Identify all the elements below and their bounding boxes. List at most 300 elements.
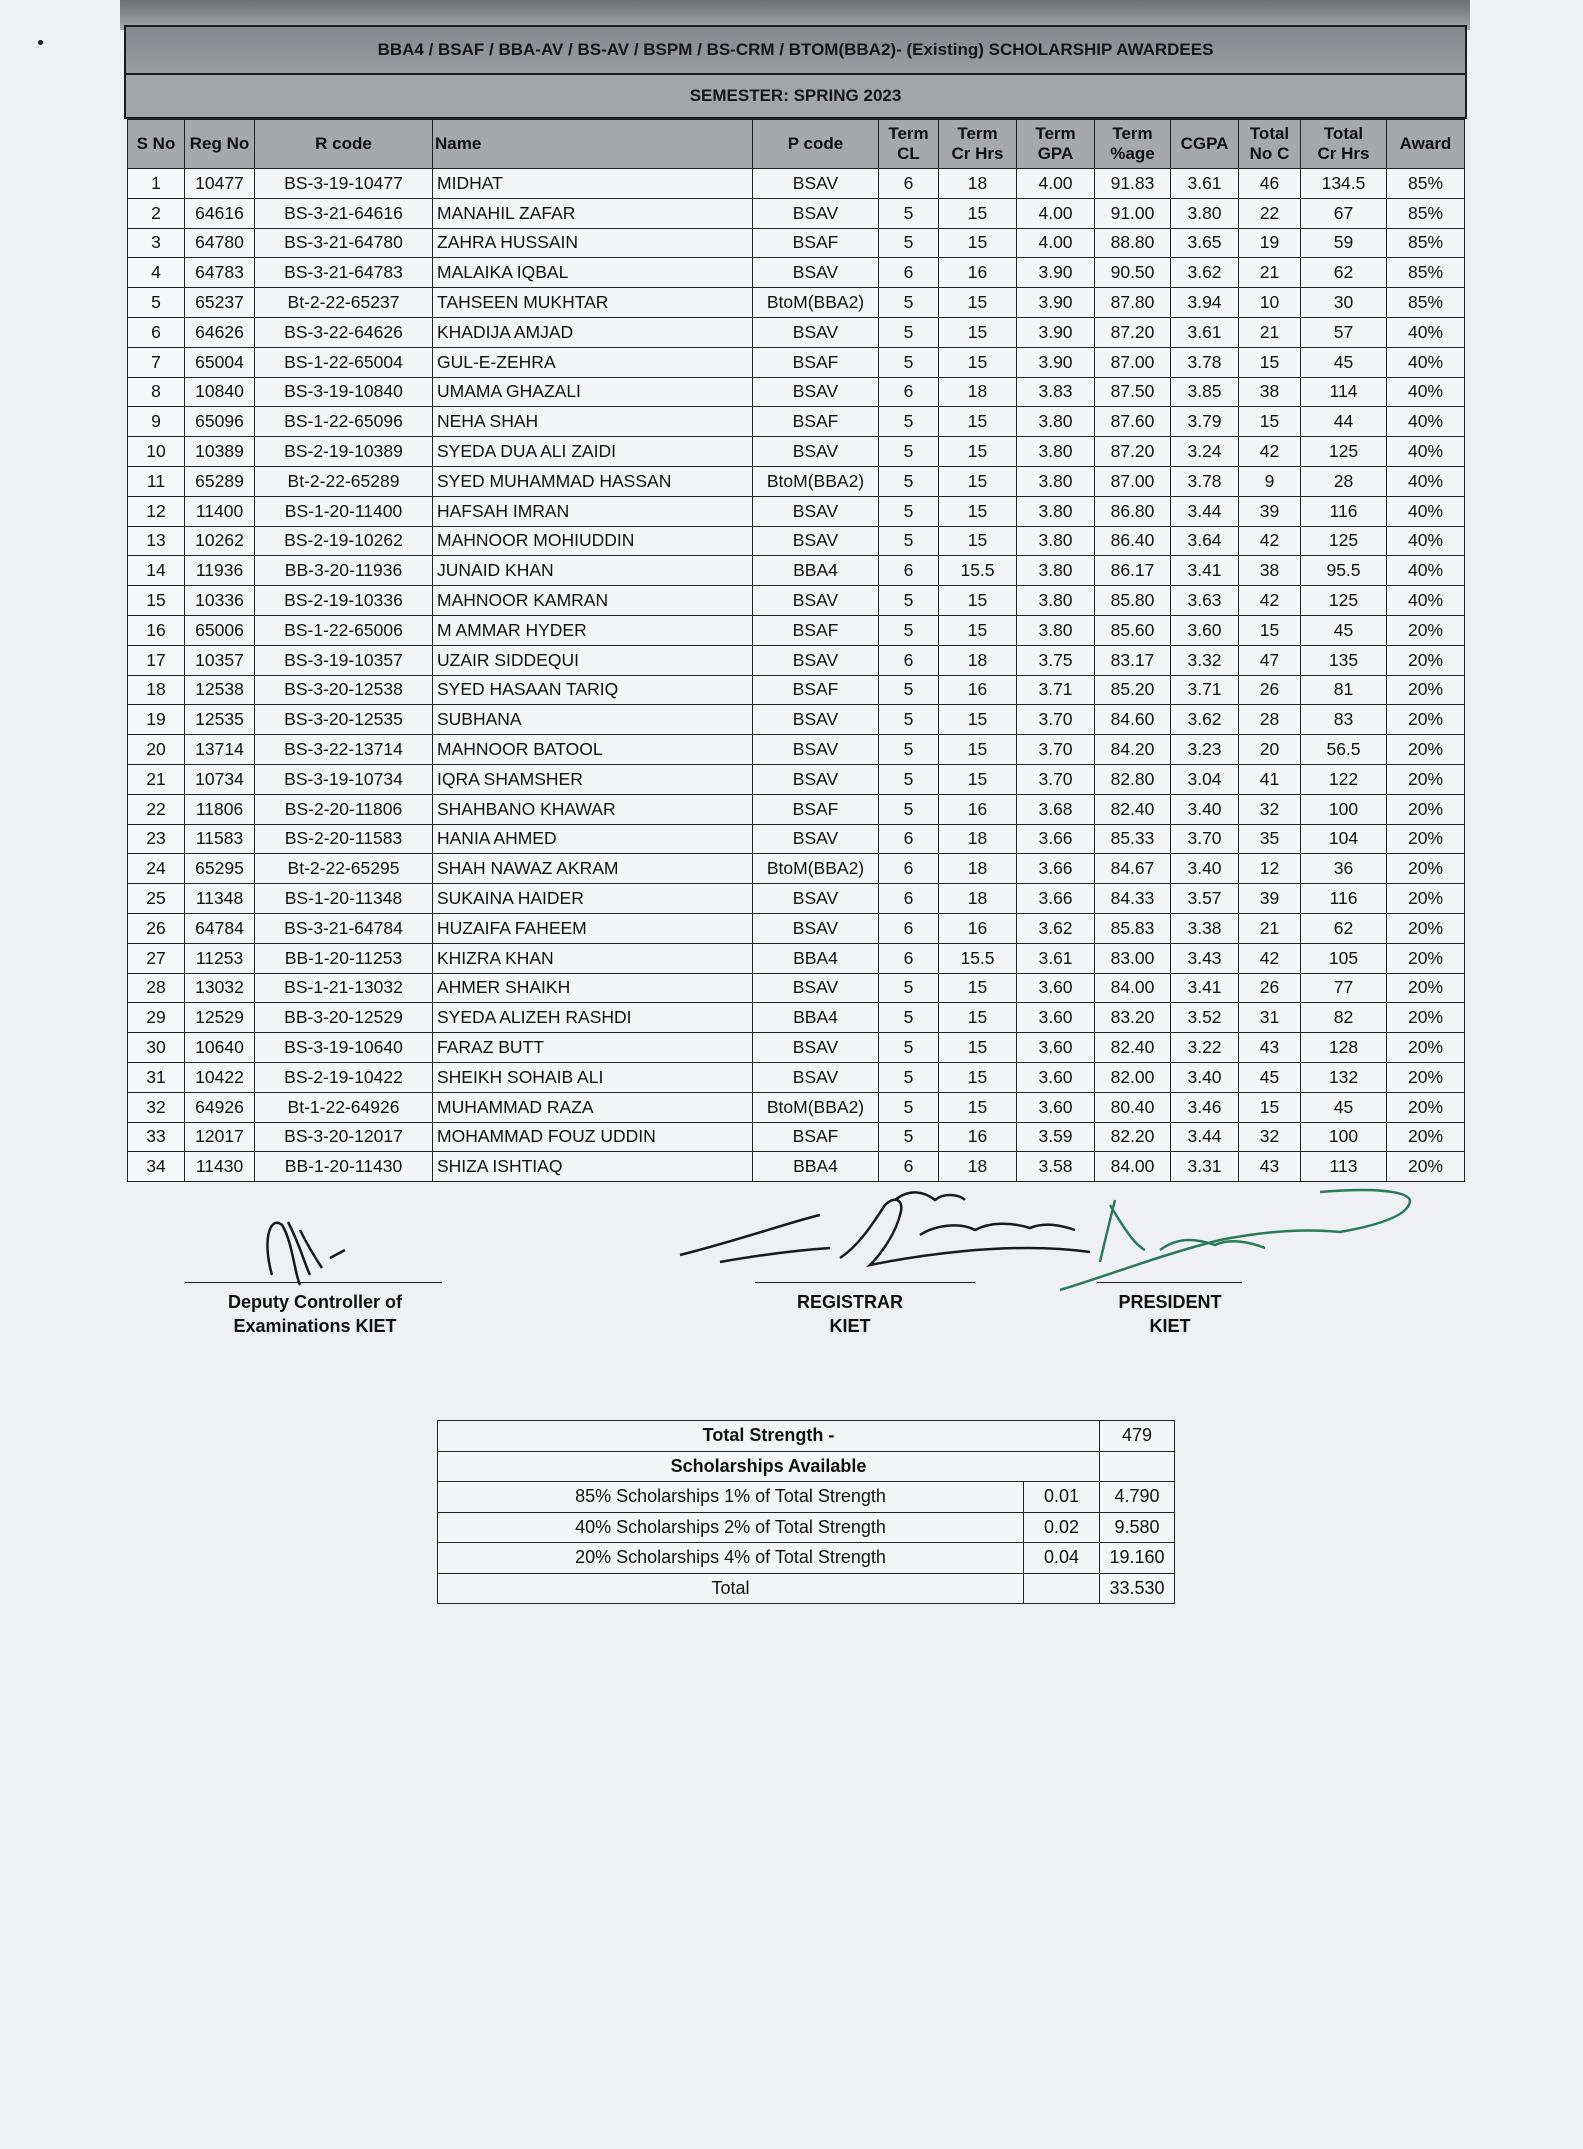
col-header: Total Cr Hrs [1301,120,1387,169]
cell-p-code: BSAV [753,198,879,228]
cell-cgpa: 3.40 [1171,854,1239,884]
cell-term-gpa: 3.70 [1017,764,1095,794]
cell-name: TAHSEEN MUKHTAR [433,288,753,318]
cell-total-no-c: 31 [1239,1003,1301,1033]
cell-p-code: BSAF [753,407,879,437]
cell-total-cr-hrs: 134.5 [1301,169,1387,199]
cell-sno: 27 [128,943,185,973]
cell-term-age: 90.50 [1095,258,1171,288]
table-row [128,586,1465,616]
cell-total-cr-hrs: 62 [1301,258,1387,288]
cell-total-no-c: 32 [1239,794,1301,824]
cell-award: 85% [1387,198,1465,228]
cell-r-code: BB-1-20-11430 [255,1152,433,1182]
cell-term-gpa: 3.60 [1017,1033,1095,1063]
cell-total-no-c: 21 [1239,317,1301,347]
cell-p-code: BtoM(BBA2) [753,1092,879,1122]
cell-total-cr-hrs: 114 [1301,377,1387,407]
table-row [128,913,1465,943]
cell-reg-no: 12538 [185,675,255,705]
cell-reg-no: 10357 [185,645,255,675]
cell-total-no-c: 32 [1239,1122,1301,1152]
table-row [128,794,1465,824]
cell-term-gpa: 3.80 [1017,437,1095,467]
col-header: Term %age [1095,120,1171,169]
cell-r-code: BS-3-19-10357 [255,645,433,675]
cell-reg-no: 64616 [185,198,255,228]
cell-total-no-c: 38 [1239,556,1301,586]
summary-value: 9.580 [1100,1512,1175,1543]
col-header: R code [255,120,433,169]
cell-reg-no: 11400 [185,496,255,526]
cell-p-code: BSAV [753,735,879,765]
cell-term-cr-hrs: 15 [939,973,1017,1003]
cell-total-cr-hrs: 67 [1301,198,1387,228]
cell-reg-no: 64926 [185,1092,255,1122]
cell-term-cl: 5 [879,228,939,258]
cell-total-no-c: 42 [1239,943,1301,973]
cell-award: 40% [1387,556,1465,586]
cell-total-cr-hrs: 125 [1301,586,1387,616]
cell-r-code: BS-3-21-64783 [255,258,433,288]
cell-term-age: 86.17 [1095,556,1171,586]
cell-r-code: BS-1-20-11348 [255,884,433,914]
cell-total-cr-hrs: 44 [1301,407,1387,437]
table-row [128,198,1465,228]
cell-cgpa: 3.71 [1171,675,1239,705]
cell-r-code: BS-3-22-64626 [255,317,433,347]
cell-award: 85% [1387,258,1465,288]
cell-sno: 23 [128,824,185,854]
cell-reg-no: 65289 [185,466,255,496]
cell-r-code: BS-2-19-10389 [255,437,433,467]
table-row [128,1092,1465,1122]
cell-cgpa: 3.70 [1171,824,1239,854]
summary-row [438,1573,1175,1604]
col-header: Total No C [1239,120,1301,169]
cell-term-age: 82.40 [1095,1033,1171,1063]
cell-name: HANIA AHMED [433,824,753,854]
cell-p-code: BSAV [753,496,879,526]
president-signature-icon [1060,1190,1410,1290]
cell-total-cr-hrs: 83 [1301,705,1387,735]
cell-total-no-c: 21 [1239,258,1301,288]
cell-total-no-c: 22 [1239,198,1301,228]
awardees-table [127,119,1465,1182]
cell-r-code: BS-3-21-64784 [255,913,433,943]
cell-term-cr-hrs: 16 [939,913,1017,943]
table-row [128,884,1465,914]
cell-term-cr-hrs: 15 [939,466,1017,496]
cell-name: MAHNOOR MOHIUDDIN [433,526,753,556]
col-header: Term CL [879,120,939,169]
cell-term-cr-hrs: 18 [939,645,1017,675]
cell-r-code: BB-3-20-11936 [255,556,433,586]
awardees-sheet [127,25,1464,1182]
deputy-signature-line [185,1282,442,1283]
cell-total-cr-hrs: 122 [1301,764,1387,794]
cell-term-age: 87.20 [1095,437,1171,467]
table-body [128,169,1465,1182]
cell-term-gpa: 3.80 [1017,466,1095,496]
cell-total-no-c: 47 [1239,645,1301,675]
cell-award: 20% [1387,1033,1465,1063]
cell-term-age: 82.20 [1095,1122,1171,1152]
cell-name: AHMER SHAIKH [433,973,753,1003]
deputy-controller-label [180,1290,450,1338]
cell-award: 85% [1387,288,1465,318]
cell-p-code: BSAV [753,317,879,347]
cell-term-age: 85.20 [1095,675,1171,705]
cell-total-cr-hrs: 57 [1301,317,1387,347]
cell-p-code: BtoM(BBA2) [753,854,879,884]
deputy-title-line2: Examinations KIET [233,1316,397,1336]
cell-sno: 12 [128,496,185,526]
cell-total-cr-hrs: 77 [1301,973,1387,1003]
cell-total-cr-hrs: 135 [1301,645,1387,675]
cell-term-cr-hrs: 15 [939,407,1017,437]
cell-term-cl: 6 [879,884,939,914]
cell-cgpa: 3.62 [1171,705,1239,735]
cell-total-cr-hrs: 45 [1301,347,1387,377]
cell-term-gpa: 3.83 [1017,377,1095,407]
cell-reg-no: 11936 [185,556,255,586]
cell-term-age: 85.80 [1095,586,1171,616]
cell-total-cr-hrs: 100 [1301,794,1387,824]
cell-p-code: BSAF [753,228,879,258]
cell-total-no-c: 39 [1239,496,1301,526]
summary-value: 19.160 [1100,1543,1175,1574]
cell-reg-no: 65237 [185,288,255,318]
cell-term-cl: 5 [879,437,939,467]
cell-name: SYEDA ALIZEH RASHDI [433,1003,753,1033]
table-row [128,1003,1465,1033]
cell-award: 40% [1387,496,1465,526]
cell-term-gpa: 3.80 [1017,496,1095,526]
table-row [128,526,1465,556]
cell-name: MAHNOOR BATOOL [433,735,753,765]
cell-name: GUL-E-ZEHRA [433,347,753,377]
cell-total-no-c: 46 [1239,169,1301,199]
cell-name: FARAZ BUTT [433,1033,753,1063]
cell-cgpa: 3.61 [1171,169,1239,199]
cell-reg-no: 64783 [185,258,255,288]
cell-cgpa: 3.65 [1171,228,1239,258]
cell-p-code: BSAV [753,764,879,794]
cell-term-gpa: 3.75 [1017,645,1095,675]
cell-total-no-c: 43 [1239,1152,1301,1182]
cell-reg-no: 13714 [185,735,255,765]
table-row [128,705,1465,735]
cell-term-cl: 5 [879,466,939,496]
cell-term-cl: 6 [879,556,939,586]
cell-term-cl: 5 [879,1122,939,1152]
cell-term-cl: 5 [879,1092,939,1122]
cell-name: HUZAIFA FAHEEM [433,913,753,943]
cell-term-cl: 6 [879,258,939,288]
cell-name: SUBHANA [433,705,753,735]
cell-sno: 4 [128,258,185,288]
cell-r-code: BS-1-22-65004 [255,347,433,377]
cell-sno: 7 [128,347,185,377]
cell-total-no-c: 20 [1239,735,1301,765]
cell-award: 20% [1387,884,1465,914]
cell-term-gpa: 3.66 [1017,854,1095,884]
cell-total-no-c: 42 [1239,437,1301,467]
cell-reg-no: 10734 [185,764,255,794]
cell-term-cr-hrs: 15 [939,347,1017,377]
cell-reg-no: 12529 [185,1003,255,1033]
cell-term-age: 83.00 [1095,943,1171,973]
cell-term-cl: 6 [879,854,939,884]
cell-total-no-c: 41 [1239,764,1301,794]
cell-term-gpa: 3.70 [1017,735,1095,765]
col-header: Award [1387,120,1465,169]
cell-name: IQRA SHAMSHER [433,764,753,794]
cell-total-cr-hrs: 116 [1301,884,1387,914]
cell-award: 20% [1387,1003,1465,1033]
cell-sno: 15 [128,586,185,616]
cell-term-cr-hrs: 18 [939,169,1017,199]
cell-reg-no: 11806 [185,794,255,824]
cell-r-code: BS-2-20-11806 [255,794,433,824]
cell-term-age: 80.40 [1095,1092,1171,1122]
cell-sno: 6 [128,317,185,347]
summary-empty-cell [1024,1573,1100,1604]
cell-name: M AMMAR HYDER [433,615,753,645]
summary-row [438,1421,1175,1452]
cell-reg-no: 11253 [185,943,255,973]
cell-award: 20% [1387,615,1465,645]
cell-total-no-c: 42 [1239,586,1301,616]
cell-term-gpa: 3.60 [1017,1092,1095,1122]
cell-term-cl: 5 [879,1062,939,1092]
cell-sno: 22 [128,794,185,824]
cell-total-no-c: 9 [1239,466,1301,496]
cell-term-cl: 5 [879,586,939,616]
cell-p-code: BSAV [753,705,879,735]
cell-term-gpa: 3.71 [1017,675,1095,705]
cell-name: HAFSAH IMRAN [433,496,753,526]
deputy-signature-icon [267,1222,345,1285]
summary-label: 85% Scholarships 1% of Total Strength [438,1482,1024,1513]
cell-term-gpa: 3.59 [1017,1122,1095,1152]
cell-sno: 17 [128,645,185,675]
cell-term-age: 84.00 [1095,973,1171,1003]
cell-sno: 19 [128,705,185,735]
total-strength-value: 479 [1100,1421,1175,1452]
table-row [128,437,1465,467]
cell-r-code: BS-1-22-65006 [255,615,433,645]
cell-r-code: BS-3-19-10734 [255,764,433,794]
cell-term-age: 84.00 [1095,1152,1171,1182]
cell-total-no-c: 19 [1239,228,1301,258]
cell-total-no-c: 12 [1239,854,1301,884]
table-header-row [128,120,1465,169]
cell-sno: 31 [128,1062,185,1092]
cell-reg-no: 10389 [185,437,255,467]
cell-reg-no: 10422 [185,1062,255,1092]
cell-award: 20% [1387,735,1465,765]
cell-term-gpa: 3.61 [1017,943,1095,973]
cell-term-gpa: 3.66 [1017,824,1095,854]
cell-award: 20% [1387,973,1465,1003]
cell-reg-no: 64784 [185,913,255,943]
cell-term-cr-hrs: 15 [939,228,1017,258]
cell-name: UMAMA GHAZALI [433,377,753,407]
registrar-signature-icon [680,1192,1090,1265]
cell-name: SHEIKH SOHAIB ALI [433,1062,753,1092]
cell-total-cr-hrs: 45 [1301,1092,1387,1122]
cell-term-cr-hrs: 18 [939,854,1017,884]
cell-total-cr-hrs: 104 [1301,824,1387,854]
cell-term-cr-hrs: 15 [939,735,1017,765]
cell-term-cl: 5 [879,1033,939,1063]
cell-term-cl: 5 [879,615,939,645]
cell-term-cr-hrs: 15 [939,288,1017,318]
president-label [1075,1290,1265,1338]
cell-term-cr-hrs: 18 [939,377,1017,407]
cell-term-gpa: 3.80 [1017,586,1095,616]
cell-term-age: 87.50 [1095,377,1171,407]
cell-cgpa: 3.04 [1171,764,1239,794]
cell-award: 85% [1387,169,1465,199]
cell-term-age: 82.80 [1095,764,1171,794]
cell-cgpa: 3.41 [1171,556,1239,586]
summary-row [438,1543,1175,1574]
col-header: CGPA [1171,120,1239,169]
table-row [128,228,1465,258]
cell-name: UZAIR SIDDEQUI [433,645,753,675]
cell-p-code: BSAV [753,258,879,288]
table-row [128,466,1465,496]
cell-term-cl: 5 [879,973,939,1003]
cell-sno: 28 [128,973,185,1003]
cell-p-code: BSAV [753,645,879,675]
cell-term-gpa: 3.62 [1017,913,1095,943]
cell-term-cl: 5 [879,317,939,347]
cell-r-code: BS-3-20-12538 [255,675,433,705]
cell-term-age: 82.40 [1095,794,1171,824]
cell-term-cl: 6 [879,169,939,199]
cell-term-age: 91.00 [1095,198,1171,228]
cell-term-gpa: 3.90 [1017,317,1095,347]
cell-total-cr-hrs: 125 [1301,437,1387,467]
cell-sno: 25 [128,884,185,914]
cell-cgpa: 3.23 [1171,735,1239,765]
cell-reg-no: 12017 [185,1122,255,1152]
cell-term-cl: 6 [879,824,939,854]
cell-sno: 3 [128,228,185,258]
cell-r-code: BS-1-21-13032 [255,973,433,1003]
cell-award: 20% [1387,824,1465,854]
cell-award: 40% [1387,437,1465,467]
cell-term-age: 88.80 [1095,228,1171,258]
cell-term-cr-hrs: 15 [939,615,1017,645]
cell-term-cr-hrs: 18 [939,824,1017,854]
cell-total-cr-hrs: 116 [1301,496,1387,526]
cell-sno: 24 [128,854,185,884]
cell-term-gpa: 4.00 [1017,198,1095,228]
registrar-label [745,1290,955,1338]
cell-term-cl: 5 [879,496,939,526]
cell-p-code: BSAF [753,347,879,377]
cell-term-cl: 5 [879,526,939,556]
cell-p-code: BBA4 [753,1152,879,1182]
cell-term-cr-hrs: 15 [939,1003,1017,1033]
cell-total-cr-hrs: 125 [1301,526,1387,556]
cell-sno: 33 [128,1122,185,1152]
cell-total-no-c: 28 [1239,705,1301,735]
summary-empty-cell [1100,1451,1175,1482]
summary-total-value: 33.530 [1100,1573,1175,1604]
cell-p-code: BSAV [753,1062,879,1092]
table-row [128,854,1465,884]
cell-award: 40% [1387,377,1465,407]
cell-term-cl: 5 [879,735,939,765]
cell-term-cl: 5 [879,198,939,228]
summary-value: 4.790 [1100,1482,1175,1513]
table-row [128,735,1465,765]
cell-sno: 29 [128,1003,185,1033]
scholarship-summary-table [437,1420,1175,1604]
cell-total-cr-hrs: 81 [1301,675,1387,705]
cell-cgpa: 3.57 [1171,884,1239,914]
cell-term-cr-hrs: 16 [939,1122,1017,1152]
cell-term-age: 86.80 [1095,496,1171,526]
cell-p-code: BSAV [753,169,879,199]
cell-r-code: Bt-2-22-65237 [255,288,433,318]
col-header: P code [753,120,879,169]
table-row [128,824,1465,854]
cell-award: 20% [1387,764,1465,794]
cell-reg-no: 10336 [185,586,255,616]
cell-reg-no: 64780 [185,228,255,258]
semester-label: SEMESTER: SPRING 2023 [124,75,1467,119]
cell-total-cr-hrs: 128 [1301,1033,1387,1063]
cell-cgpa: 3.62 [1171,258,1239,288]
cell-total-no-c: 21 [1239,913,1301,943]
cell-name: SUKAINA HAIDER [433,884,753,914]
cell-p-code: BSAV [753,437,879,467]
cell-name: MANAHIL ZAFAR [433,198,753,228]
cell-term-gpa: 3.80 [1017,526,1095,556]
cell-total-cr-hrs: 113 [1301,1152,1387,1182]
cell-term-cr-hrs: 15 [939,764,1017,794]
cell-reg-no: 10262 [185,526,255,556]
cell-r-code: BS-3-19-10477 [255,169,433,199]
summary-row [438,1451,1175,1482]
cell-sno: 26 [128,913,185,943]
cell-sno: 11 [128,466,185,496]
cell-term-cr-hrs: 15 [939,586,1017,616]
cell-term-gpa: 3.70 [1017,705,1095,735]
cell-term-cr-hrs: 15 [939,437,1017,467]
cell-r-code: BS-3-19-10640 [255,1033,433,1063]
cell-reg-no: 65295 [185,854,255,884]
cell-total-no-c: 15 [1239,1092,1301,1122]
cell-name: KHADIJA AMJAD [433,317,753,347]
table-row [128,377,1465,407]
cell-term-age: 85.60 [1095,615,1171,645]
cell-name: MOHAMMAD FOUZ UDDIN [433,1122,753,1152]
cell-cgpa: 3.78 [1171,466,1239,496]
cell-term-cr-hrs: 16 [939,258,1017,288]
cell-award: 20% [1387,913,1465,943]
cell-cgpa: 3.78 [1171,347,1239,377]
cell-term-age: 84.60 [1095,705,1171,735]
cell-sno: 5 [128,288,185,318]
